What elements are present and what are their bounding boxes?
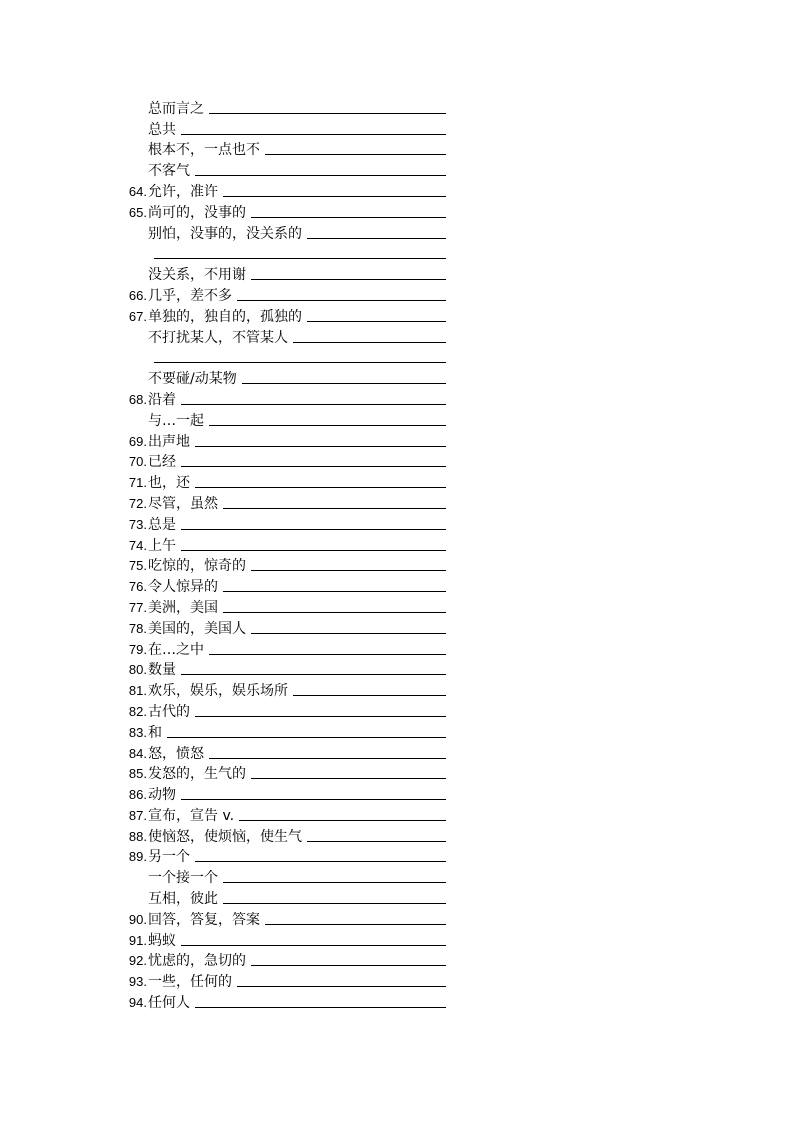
chinese-prompt: 与…一起 [148, 412, 204, 429]
answer-blank[interactable] [237, 300, 446, 301]
vocab-row [116, 429, 446, 450]
item-number: 71. [128, 475, 147, 491]
vocab-row [116, 512, 446, 533]
item-number: 70. [128, 454, 147, 470]
chinese-prompt: 沿着 [148, 391, 176, 408]
item-number: 69. [128, 433, 147, 449]
chinese-prompt: 回答，答复，答案 [148, 911, 260, 928]
answer-blank[interactable] [239, 820, 446, 821]
chinese-prompt: 怒，愤怒 [148, 745, 204, 762]
vocab-row [116, 179, 446, 200]
item-number: 93. [128, 974, 147, 990]
vocab-row [116, 304, 446, 325]
vocab-row [116, 346, 446, 367]
chinese-prompt: 也，还 [148, 475, 190, 492]
item-number: 73. [128, 516, 147, 532]
answer-blank[interactable] [209, 425, 446, 426]
vocab-row [116, 595, 446, 616]
vocab-row [116, 699, 446, 720]
answer-blank[interactable] [154, 362, 446, 363]
answer-blank[interactable] [251, 570, 446, 571]
vocab-row [116, 325, 446, 346]
answer-blank[interactable] [181, 134, 446, 135]
answer-blank[interactable] [209, 654, 446, 655]
vocab-row [116, 574, 446, 595]
vocab-row [116, 886, 446, 907]
chinese-prompt: 任何人 [148, 995, 190, 1012]
chinese-prompt: 另一个 [148, 849, 190, 866]
item-number: 67. [128, 308, 147, 324]
chinese-prompt: 美国的，美国人 [148, 620, 246, 637]
item-number: 72. [128, 495, 147, 511]
chinese-prompt: 蚂蚁 [148, 932, 176, 949]
vocab-row [116, 741, 446, 762]
vocab-row [116, 366, 446, 387]
item-number: 80. [128, 662, 147, 678]
vocabulary-worksheet [116, 96, 446, 1011]
answer-blank[interactable] [223, 508, 446, 509]
answer-blank[interactable] [307, 841, 446, 842]
chinese-prompt: 根本不，一点也不 [148, 142, 260, 159]
chinese-prompt: 宣布，宣告 v. [148, 807, 235, 824]
answer-blank[interactable] [195, 175, 446, 176]
chinese-prompt: 总是 [148, 516, 176, 533]
vocab-row [116, 616, 446, 637]
item-number: 89. [128, 849, 147, 865]
vocab-row [116, 408, 446, 429]
chinese-prompt: 尽管，虽然 [148, 495, 218, 512]
vocab-row [116, 658, 446, 679]
vocab-row [116, 554, 446, 575]
answer-blank[interactable] [251, 778, 446, 779]
vocab-row [116, 450, 446, 471]
answer-blank[interactable] [154, 258, 446, 259]
chinese-prompt: 别怕，没事的，没关系的 [148, 225, 302, 242]
vocab-row [116, 928, 446, 949]
chinese-prompt: 一些，任何的 [148, 974, 232, 991]
answer-blank[interactable] [251, 965, 446, 966]
answer-blank[interactable] [195, 1007, 446, 1008]
chinese-prompt: 美洲，美国 [148, 599, 218, 616]
chinese-prompt: 欢乐，娱乐，娱乐场所 [148, 683, 288, 700]
chinese-prompt: 吃惊的，惊奇的 [148, 558, 246, 575]
chinese-prompt: 单独的，独自的，孤独的 [148, 308, 302, 325]
vocab-row [116, 262, 446, 283]
answer-blank[interactable] [265, 154, 446, 155]
answer-blank[interactable] [209, 758, 446, 759]
chinese-prompt: 忧虑的，急切的 [148, 953, 246, 970]
chinese-prompt: 令人惊异的 [148, 579, 218, 596]
answer-blank[interactable] [181, 945, 446, 946]
vocab-row [116, 803, 446, 824]
chinese-prompt: 不客气 [148, 163, 190, 180]
chinese-prompt: 已经 [148, 454, 176, 471]
answer-blank[interactable] [293, 695, 446, 696]
item-number: 85. [128, 766, 147, 782]
answer-blank[interactable] [181, 799, 446, 800]
chinese-prompt: 几乎，差不多 [148, 287, 232, 304]
answer-blank[interactable] [209, 113, 446, 114]
chinese-prompt: 数量 [148, 662, 176, 679]
item-number: 94. [128, 995, 147, 1011]
chinese-prompt: 总而言之 [148, 100, 204, 117]
answer-blank[interactable] [251, 279, 446, 280]
vocab-row [116, 491, 446, 512]
chinese-prompt: 互相，彼此 [148, 891, 218, 908]
answer-blank[interactable] [237, 986, 446, 987]
answer-blank[interactable] [251, 633, 446, 634]
answer-blank[interactable] [265, 924, 446, 925]
chinese-prompt: 和 [148, 724, 162, 741]
answer-blank[interactable] [223, 196, 446, 197]
answer-blank[interactable] [223, 591, 446, 592]
item-number: 81. [128, 683, 147, 699]
answer-blank[interactable] [242, 383, 446, 384]
item-number: 64. [128, 183, 147, 199]
vocab-row [116, 969, 446, 990]
item-number: 66. [128, 287, 147, 303]
item-number: 76. [128, 579, 147, 595]
vocab-row [116, 117, 446, 138]
chinese-prompt: 出声地 [148, 433, 190, 450]
item-number: 84. [128, 745, 147, 761]
answer-blank[interactable] [223, 612, 446, 613]
item-number: 75. [128, 558, 147, 574]
vocab-row [116, 824, 446, 845]
vocab-row [116, 990, 446, 1011]
answer-blank[interactable] [195, 861, 446, 862]
item-number: 92. [128, 953, 147, 969]
chinese-prompt: 一个接一个 [148, 870, 218, 887]
item-number: 82. [128, 703, 147, 719]
vocab-row [116, 470, 446, 491]
chinese-prompt: 在…之中 [148, 641, 204, 658]
answer-blank[interactable] [293, 342, 446, 343]
answer-blank[interactable] [195, 716, 446, 717]
answer-blank[interactable] [223, 882, 446, 883]
answer-blank[interactable] [181, 404, 446, 405]
vocab-row [116, 678, 446, 699]
item-number: 83. [128, 724, 147, 740]
vocab-row [116, 283, 446, 304]
vocab-row [116, 387, 446, 408]
answer-blank[interactable] [195, 487, 446, 488]
chinese-prompt: 允许，准许 [148, 183, 218, 200]
item-number: 87. [128, 807, 147, 823]
vocab-row [116, 533, 446, 554]
item-number: 90. [128, 911, 147, 927]
answer-blank[interactable] [307, 238, 446, 239]
item-number: 68. [128, 391, 147, 407]
item-number: 78. [128, 620, 147, 636]
vocab-row [116, 782, 446, 803]
item-number: 79. [128, 641, 147, 657]
vocab-row [116, 762, 446, 783]
chinese-prompt: 上午 [148, 537, 176, 554]
item-number: 86. [128, 787, 147, 803]
answer-blank[interactable] [181, 466, 446, 467]
item-number: 91. [128, 932, 147, 948]
answer-blank[interactable] [251, 217, 446, 218]
vocab-row [116, 637, 446, 658]
chinese-prompt: 总共 [148, 121, 176, 138]
vocab-row [116, 242, 446, 263]
vocab-row [116, 845, 446, 866]
vocab-row [116, 907, 446, 928]
item-number: 77. [128, 599, 147, 615]
chinese-prompt: 发怒的，生气的 [148, 766, 246, 783]
answer-blank[interactable] [195, 446, 446, 447]
chinese-prompt: 没关系，不用谢 [148, 267, 246, 284]
chinese-prompt: 使恼怒，使烦恼，使生气 [148, 828, 302, 845]
vocab-row [116, 138, 446, 159]
vocab-row [116, 949, 446, 970]
item-number: 65. [128, 204, 147, 220]
item-number: 88. [128, 828, 147, 844]
answer-blank[interactable] [167, 737, 446, 738]
answer-blank[interactable] [181, 674, 446, 675]
vocab-row [116, 200, 446, 221]
chinese-prompt: 不打扰某人，不管某人 [148, 329, 288, 346]
vocab-row [116, 221, 446, 242]
vocab-row [116, 865, 446, 886]
chinese-prompt: 尚可的，没事的 [148, 204, 246, 221]
item-number: 74. [128, 537, 147, 553]
vocab-row [116, 158, 446, 179]
chinese-prompt: 动物 [148, 787, 176, 804]
answer-blank[interactable] [181, 550, 446, 551]
chinese-prompt: 不要碰/动某物 [148, 371, 237, 388]
answer-blank[interactable] [307, 321, 446, 322]
vocab-row [116, 96, 446, 117]
answer-blank[interactable] [181, 529, 446, 530]
vocab-row [116, 720, 446, 741]
answer-blank[interactable] [223, 903, 446, 904]
chinese-prompt: 古代的 [148, 703, 190, 720]
